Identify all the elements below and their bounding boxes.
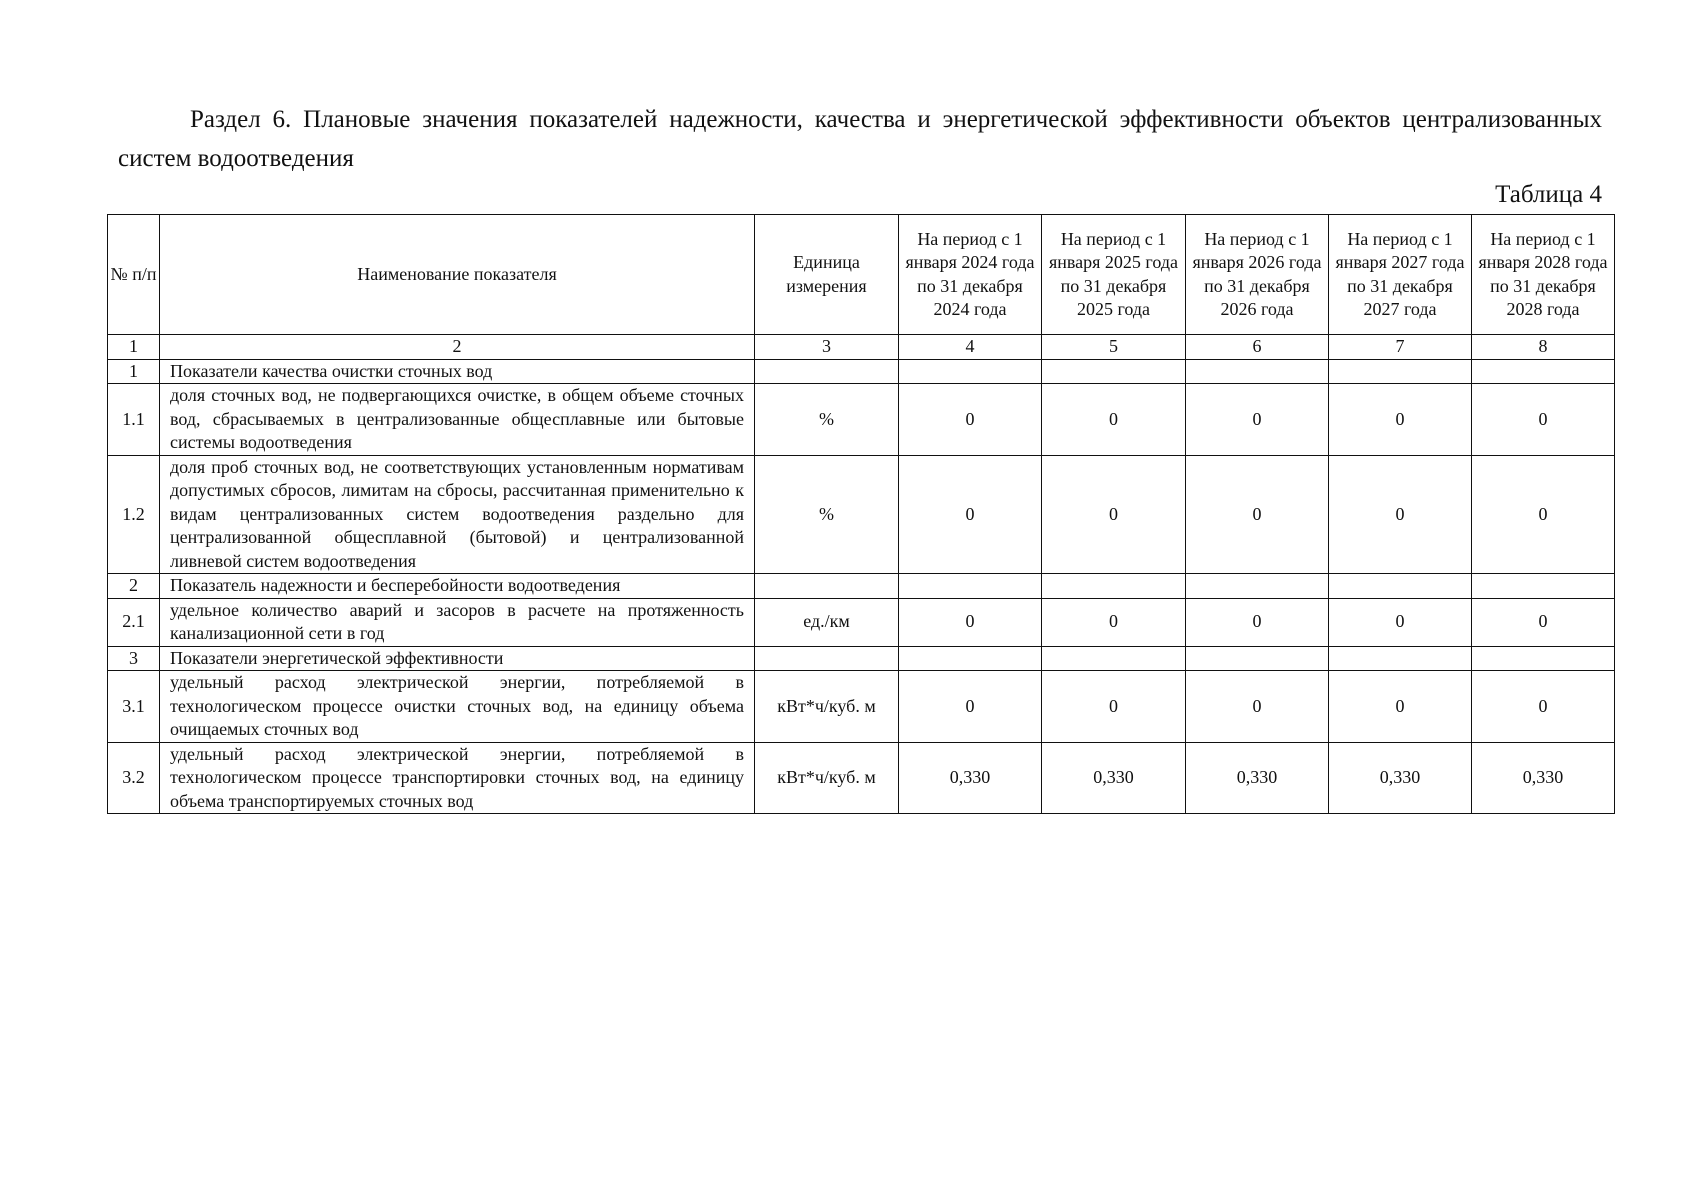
header-period-2024: На период с 1 января 2024 года по 31 декабря 2024 года [899,215,1042,335]
column-number: 3 [755,335,899,360]
column-number: 6 [1186,335,1329,360]
table-row [108,598,1615,646]
row-name: удельный расход электрической энергии, потребляемой в технологическом процессе очистки сточных вод, на единицу объема очищаемых сточных вод [160,671,755,743]
row-value: 0 [1042,384,1186,456]
header-num: № п/п [108,215,160,335]
row-unit: кВт*ч/куб. м [755,671,899,743]
row-value: 0,330 [1329,742,1472,814]
header-unit: Единица измерения [755,215,899,335]
column-number: 7 [1329,335,1472,360]
table-row [108,671,1615,743]
header-name: Наименование показателя [160,215,755,335]
row-value: 0 [1329,455,1472,574]
section-num: 1 [108,359,160,384]
row-value: 0,330 [1042,742,1186,814]
section-num: 3 [108,646,160,671]
row-value: 0 [1042,671,1186,743]
row-value: 0 [1186,598,1329,646]
row-value: 0 [1042,598,1186,646]
section-row [108,574,1615,599]
row-value: 0 [1472,455,1615,574]
row-value: 0 [1472,671,1615,743]
column-number: 8 [1472,335,1615,360]
section-heading: Раздел 6. Плановые значения показателей надежности, качества и энергетической эффективности объектов централизованных систем водоотведения [118,106,1602,172]
column-number: 2 [160,335,755,360]
header-row [108,215,1615,335]
row-num: 3.1 [108,671,160,743]
row-value: 0 [899,671,1042,743]
row-num: 3.2 [108,742,160,814]
section-title: Показатели качества очистки сточных вод [160,359,755,384]
table-label: Таблица 4 [1495,181,1602,208]
row-value: 0,330 [899,742,1042,814]
header-period-2025: На период с 1 января 2025 года по 31 декабря 2025 года [1042,215,1186,335]
table-row [108,742,1615,814]
table-row [108,455,1615,574]
row-value: 0 [899,455,1042,574]
row-value: 0,330 [1186,742,1329,814]
column-number: 5 [1042,335,1186,360]
row-num: 1.2 [108,455,160,574]
section-title: Показатель надежности и бесперебойности водоотведения [160,574,755,599]
row-value: 0 [1472,598,1615,646]
row-value: 0 [1042,455,1186,574]
row-value: 0 [1472,384,1615,456]
row-name: доля проб сточных вод, не соответствующих установленным нормативам допустимых сбросов, лимитам на сбросы, рассчитанная применительно к видам централизованных систем водоотведения раздельно для централизованной общесплавной (бытовой) и централизованной ливневой систем водоотведения [160,455,755,574]
row-value: 0,330 [1472,742,1615,814]
section-row [108,359,1615,384]
column-number: 1 [108,335,160,360]
row-value: 0 [1186,455,1329,574]
row-unit: кВт*ч/куб. м [755,742,899,814]
row-unit: % [755,455,899,574]
row-value: 0 [899,384,1042,456]
row-num: 2.1 [108,598,160,646]
row-value: 0 [1186,384,1329,456]
row-unit: ед./км [755,598,899,646]
section-num: 2 [108,574,160,599]
indicators-table [107,214,1615,814]
column-number: 4 [899,335,1042,360]
row-value: 0 [899,598,1042,646]
section-row [108,646,1615,671]
row-name: удельный расход электрической энергии, потребляемой в технологическом процессе транспортировки сточных вод, на единицу объема транспортируемых сточных вод [160,742,755,814]
row-num: 1.1 [108,384,160,456]
row-name: доля сточных вод, не подвергающихся очистке, в общем объеме сточных вод, сбрасываемых в централизованные общесплавные или бытовые системы водоотведения [160,384,755,456]
row-unit: % [755,384,899,456]
row-value: 0 [1186,671,1329,743]
header-period-2027: На период с 1 января 2027 года по 31 декабря 2027 года [1329,215,1472,335]
row-value: 0 [1329,671,1472,743]
section-title: Показатели энергетической эффективности [160,646,755,671]
header-period-2028: На период с 1 января 2028 года по 31 декабря 2028 года [1472,215,1615,335]
column-number-row [108,335,1615,360]
row-value: 0 [1329,384,1472,456]
header-period-2026: На период с 1 января 2026 года по 31 декабря 2026 года [1186,215,1329,335]
table-row [108,384,1615,456]
row-value: 0 [1329,598,1472,646]
row-name: удельное количество аварий и засоров в расчете на протяженность канализационной сети в год [160,598,755,646]
